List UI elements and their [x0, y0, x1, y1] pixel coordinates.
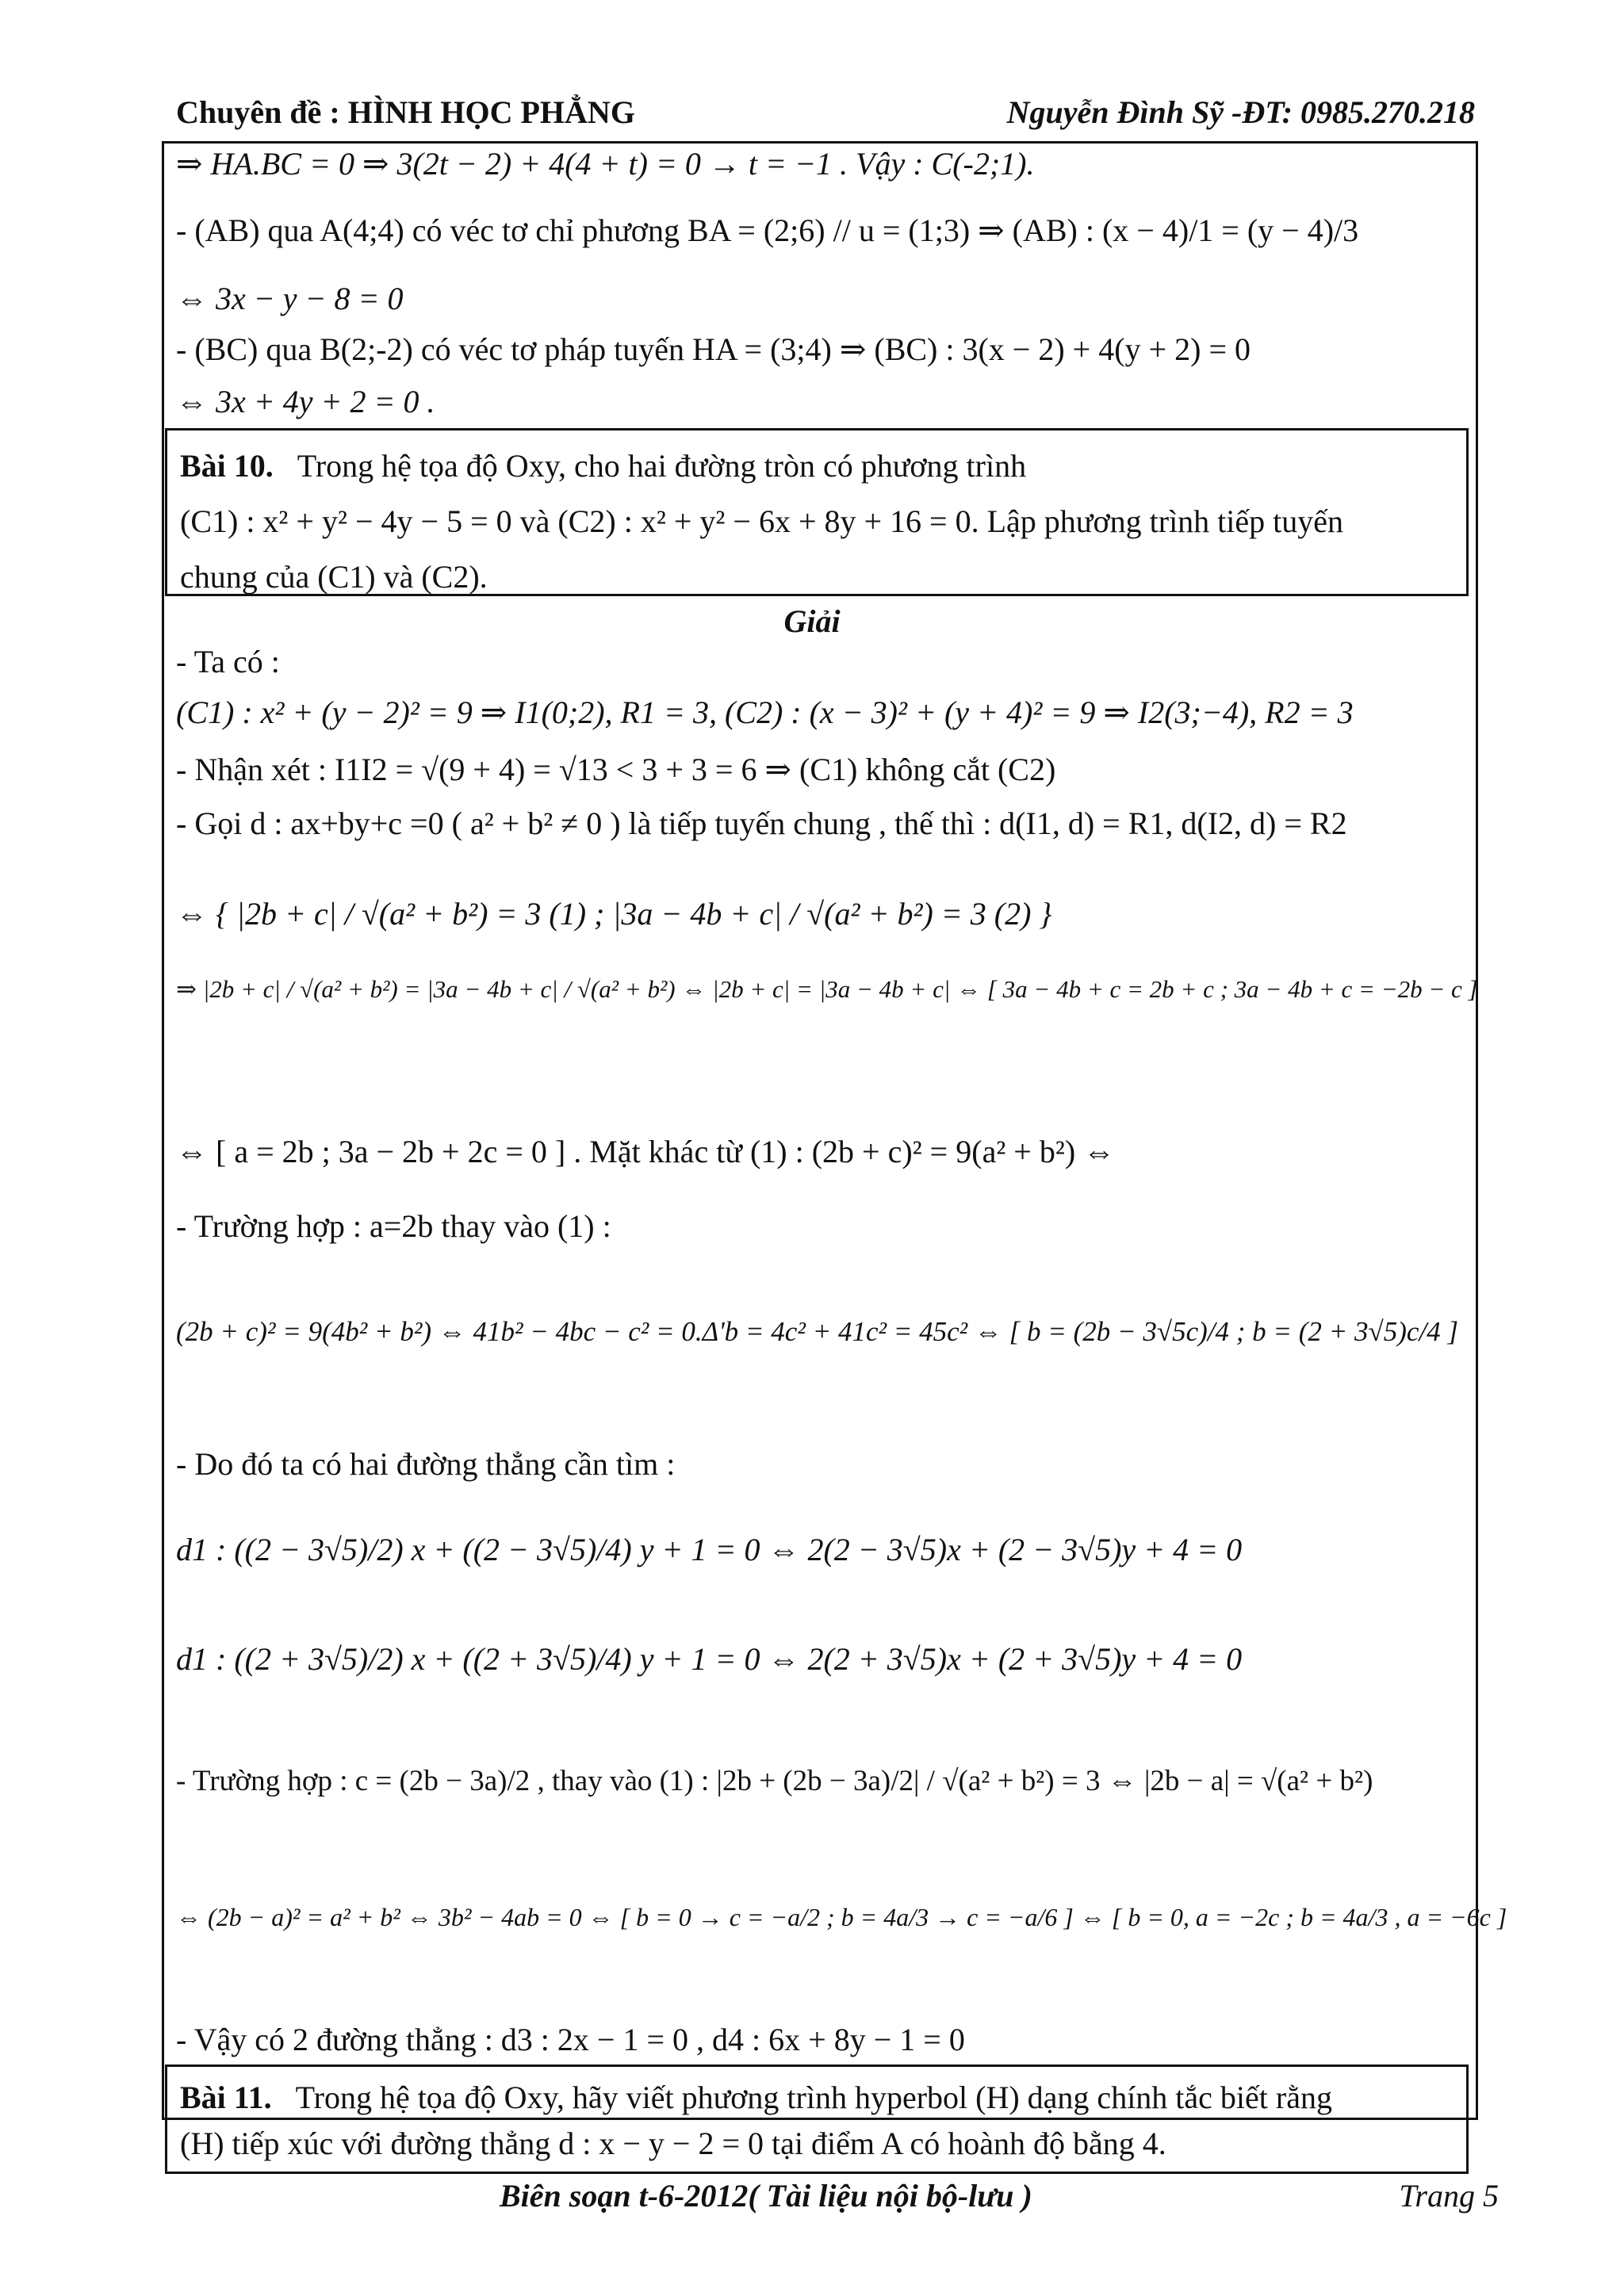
exercise-text: (H) tiếp xúc với đường thẳng d : x − y − 2 = 0 tại điểm A có hoành độ bằng 4. [180, 2126, 1166, 2161]
solution-line: ⇔ { |2b + c| / √(a² + b²) = 3 (1) ; |3a − 4b + c| / √(a² + b²) = 3 (2) } [176, 896, 1052, 932]
solution-line: ⇒ |2b + c| / √(a² + b²) = |3a − 4b + c| / √(a² + b²) ⇔ |2b + c| = |3a − 4b + c| ⇔ [ 3a − 4b + c = 2b + c ; 3a − 4b + c = −2b − c ] [176, 975, 1478, 1003]
exercise-label: Bài 11. [180, 2080, 272, 2115]
solution-line: - Trường hợp : c = (2b − 3a)/2 , thay vào (1) : |2b + (2b − 3a)/2| / √(a² + b²) = 3 ⇔ |2b − a| = √(a² + b²) [176, 1765, 1373, 1797]
solution-line: ⇔ 3x − y − 8 = 0 [176, 281, 404, 316]
solution-line: - Trường hợp : a=2b thay vào (1) : [176, 1208, 611, 1244]
exercise-text: Trong hệ tọa độ Oxy, cho hai đường tròn có phương trình [297, 448, 1027, 484]
exercise-box-10 [165, 428, 1469, 596]
solution-line: (C1) : x² + (y − 2)² = 9 ⇒ I1(0;2), R1 = 3, (C2) : (x − 3)² + (y + 4)² = 9 ⇒ I2(3;−4), R2 = 3 [176, 695, 1354, 730]
solution-line: ⇔ 3x + 4y + 2 = 0 . [176, 384, 435, 419]
solution-line: - Gọi d : ax+by+c =0 ( a² + b² ≠ 0 ) là tiếp tuyến chung , thế thì : d(I1, d) = R1, d(I2, d) = R2 [176, 806, 1347, 841]
exercise-text: (C1) : x² + y² − 4y − 5 = 0 và (C2) : x² + y² − 6x + 8y + 16 = 0. Lập phương trình tiếp tuyến [180, 503, 1344, 539]
solution-line: - Vậy có 2 đường thẳng : d3 : 2x − 1 = 0 , d4 : 6x + 8y − 1 = 0 [176, 2022, 965, 2057]
solution-line: ⇒ HA.BC = 0 ⇒ 3(2t − 2) + 4(4 + t) = 0 → t = −1 . Vậy : C(-2;1). [176, 146, 1035, 182]
solution-heading: Giải [783, 603, 841, 639]
exercise-text: chung của (C1) và (C2). [180, 559, 488, 595]
solution-line: ⇔ (2b − a)² = a² + b² ⇔ 3b² − 4ab = 0 ⇔ [ b = 0 → c = −a/2 ; b = 4a/3 → c = −a/6 ] ⇔ [ b = 0, a = −2c ; b = 4a/3 , a = −6c ] [176, 1903, 1507, 1931]
solution-line: ⇔ [ a = 2b ; 3a − 2b + 2c = 0 ] . Mặt khác từ (1) : (2b + c)² = 9(a² + b²) ⇔ [176, 1134, 1116, 1169]
solution-line: - (AB) qua A(4;4) có véc tơ chỉ phương BA = (2;6) // u = (1;3) ⇒ (AB) : (x − 4)/1 = (y − 4)/3 [176, 212, 1359, 248]
exercise-box-11 [165, 2064, 1469, 2174]
solution-line: - Ta có : [176, 644, 280, 679]
exercise-label: Bài 10. [180, 448, 274, 484]
header-topic: Chuyên đề : HÌNH HỌC PHẲNG [176, 94, 635, 130]
footer-note: Biên soạn t-6-2012( Tài liệu nội bộ-lưu ) [500, 2178, 1032, 2214]
page-number: Trang 5 [1399, 2178, 1499, 2214]
solution-line: - Do đó ta có hai đường thẳng cần tìm : [176, 1446, 676, 1482]
solution-line: - (BC) qua B(2;-2) có véc tơ pháp tuyến HA = (3;4) ⇒ (BC) : 3(x − 2) + 4(y + 2) = 0 [176, 331, 1251, 367]
solution-line: (2b + c)² = 9(4b² + b²) ⇔ 41b² − 4bc − c² = 0.Δ'b = 4c² + 41c² = 45c² ⇔ [ b = (2b − 3√5c)/4 ; b = (2 + 3√5)c/4 ] [176, 1316, 1459, 1347]
solution-line: - Nhận xét : I1I2 = √(9 + 4) = √13 < 3 + 3 = 6 ⇒ (C1) không cắt (C2) [176, 752, 1056, 787]
header-author: Nguyễn Đình Sỹ -ĐT: 0985.270.218 [1006, 94, 1475, 130]
solution-line: d1 : ((2 + 3√5)/2) x + ((2 + 3√5)/4) y + 1 = 0 ⇔ 2(2 + 3√5)x + (2 + 3√5)y + 4 = 0 [176, 1641, 1243, 1677]
solution-line: d1 : ((2 − 3√5)/2) x + ((2 − 3√5)/4) y + 1 = 0 ⇔ 2(2 − 3√5)x + (2 − 3√5)y + 4 = 0 [176, 1532, 1243, 1567]
exercise-text: Trong hệ tọa độ Oxy, hãy viết phương trình hyperbol (H) dạng chính tắc biết rằng [295, 2080, 1332, 2115]
